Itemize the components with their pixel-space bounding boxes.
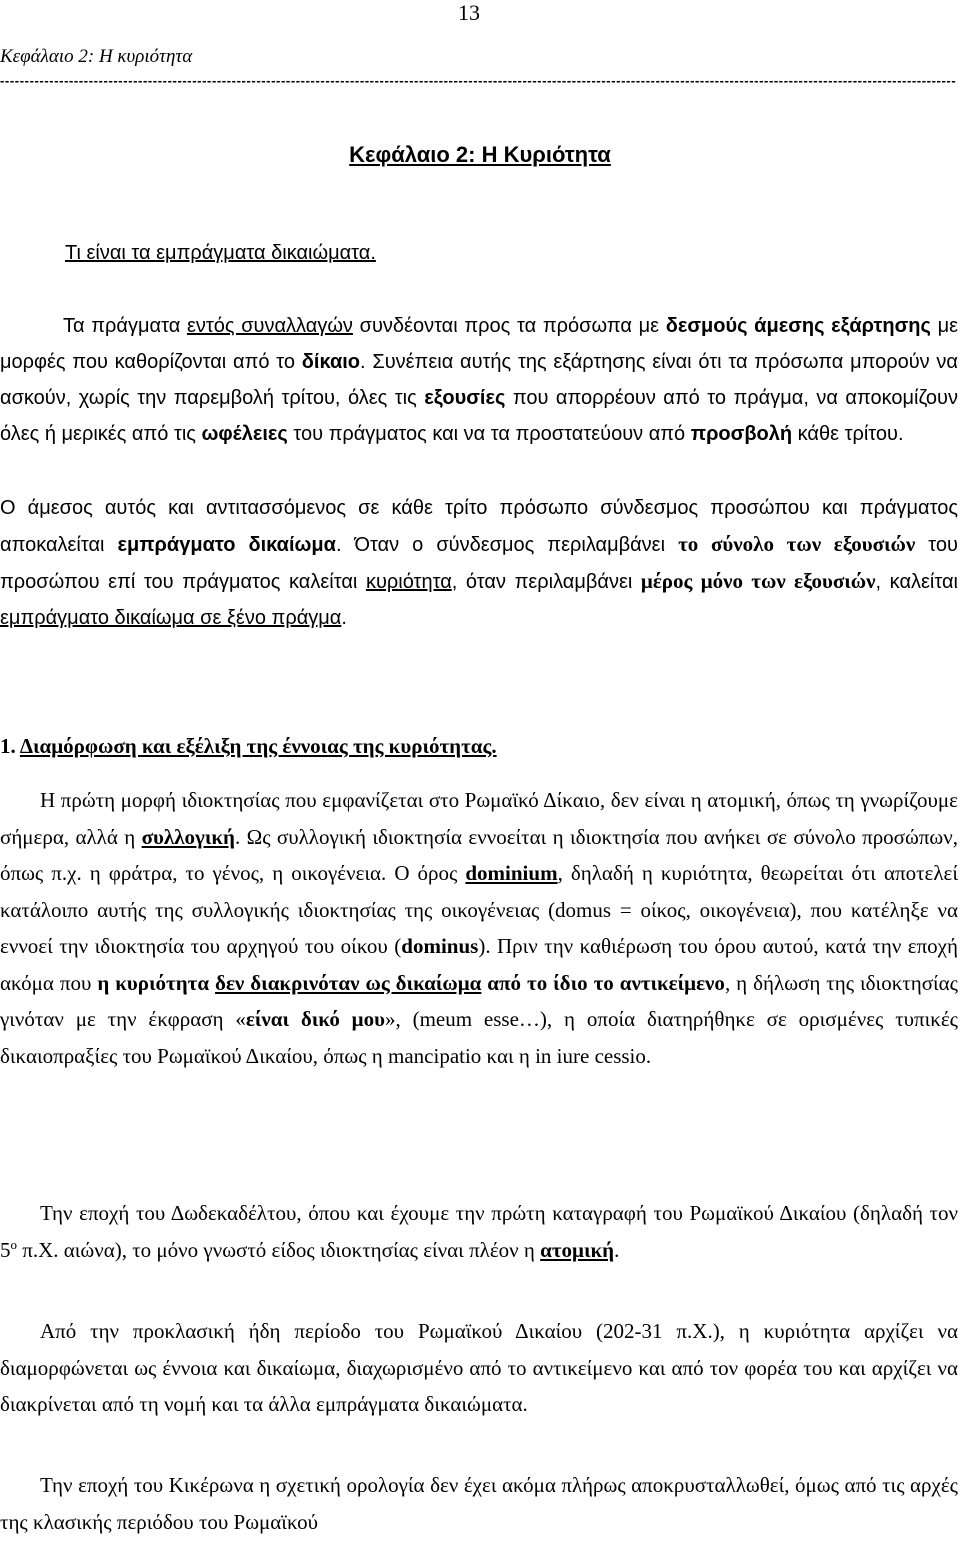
chapter-title: Κεφάλαιο 2: Η Κυριότητα [349,142,611,167]
page-number: 13 [458,0,480,25]
running-header: Κεφάλαιο 2: Η κυριότητα [0,46,193,67]
cicero-paragraph: Την εποχή του Κικέρωνα η σχετική ορολογία δεν έχει ακόμα πλήρως αποκρυσταλλωθεί, όμως από τις αρχές της κλασικής περιόδου του Ρωμαϊκού [0,1473,958,1534]
header-divider: -------------------------------------------------------------------------------------------------------------------------------------------------------------------------------------------------- [0,73,957,88]
preclassical-paragraph: Από την προκλασική ήδη περίοδο του Ρωμαϊκού Δικαίου (202-31 π.Χ.), η κυριότητα αρχίζει να διαμορφώνεται ως έννοια και δικαίωμα, διαχωρισμένο από το αντικείμενο και από τον φορέα του και αρχίζει να διακρίνεται από τη νομή και τα άλλα εμπράγματα δικαιώματα. [0,1319,958,1416]
question-heading: Τι είναι τα εμπράγματα δικαιώματα. [65,242,376,264]
collective-property-paragraph: Η πρώτη μορφή ιδιοκτησίας που εμφανίζεται στο Ρωμαϊκό Δίκαιο, δεν είναι η ατομική, όπως τη γνωρίζουμε σήμερα, αλλά η συλλογική. Ως συλλογική ιδιοκτησία εννοείται η ιδιοκτησία που ανήκει σε σύνολο προσώπων, όπως π.χ. η φράτρα, το γένος, η οικογένεια. Ο όρος dominium, δηλαδή η κυριότητα, θεωρείται ότι αποτελεί κατάλοιπο αυτής της συλλογικής ιδιοκτησίας της οικογένειας (domus = οίκος, οικογένεια), που κατέληξε να εννοεί την ιδιοκτησία του αρχηγού του οίκου (dominus). Πριν την καθιέρωση του όρου αυτού, κατά την εποχή ακόμα που η κυριότητα δεν διακρινόταν ως δικαίωμα από το ίδιο το αντικείμενο, η δήλωση της ιδιοκτησίας γινόταν με την έκφραση «είναι δικό μου», (meum esse…), η οποία διατηρήθηκε σε ορισμένες τυπικές δικαιοπραξίες του Ρωμαϊκού Δικαίου, όπως η mancipatio και η in iure cessio. [0,788,959,1068]
definition-paragraph: Ο άμεσος αυτός και αντιτασσόμενος σε κάθε τρίτο πρόσωπο σύνδεσμος προσώπου και πράγματος αποκαλείται εμπράγματο δικαίωμα. Όταν ο σύνδεσμος περιλαμβάνει το σύνολο των εξουσιών του προσώπου επί του πράγματος καλείται κυριότητα, όταν περιλαμβάνει μέρος μόνο των εξουσιών, καλείται εμπράγματο δικαίωμα σε ξένο πράγμα. [0,497,958,629]
section-heading: 1. Διαμόρφωση και εξέλιξη της έννοιας της κυριότητας. [0,734,497,758]
twelve-tables-paragraph: Την εποχή του Δωδεκαδέλτου, όπου και έχουμε την πρώτη καταγραφή του Ρωμαϊκού Δικαίου (δηλαδή τον $5^o$ π.Χ. αιώνα), το μόνο γνωστό είδος ιδιοκτησίας είναι πλέον η ατομική. [0,1201,958,1262]
intro-paragraph: Τα πράγματα εντός συναλλαγών συνδέονται προς τα πρόσωπα με δεσμούς άμεσης εξάρτησης με μορφές που καθορίζονται από το δίκαιο. Συνέπεια αυτής της εξάρτησης είναι ότι τα πρόσωπα μπορούν να ασκούν, χωρίς την παρεμβολή τρίτου, όλες τις εξουσίες που απορρέουν από το πράγμα, να αποκομίζουν όλες ή μερικές από τις ωφέλειες του πράγματος και να τα προστατεύουν από προσβολή κάθε τρίτου. [0,315,959,445]
